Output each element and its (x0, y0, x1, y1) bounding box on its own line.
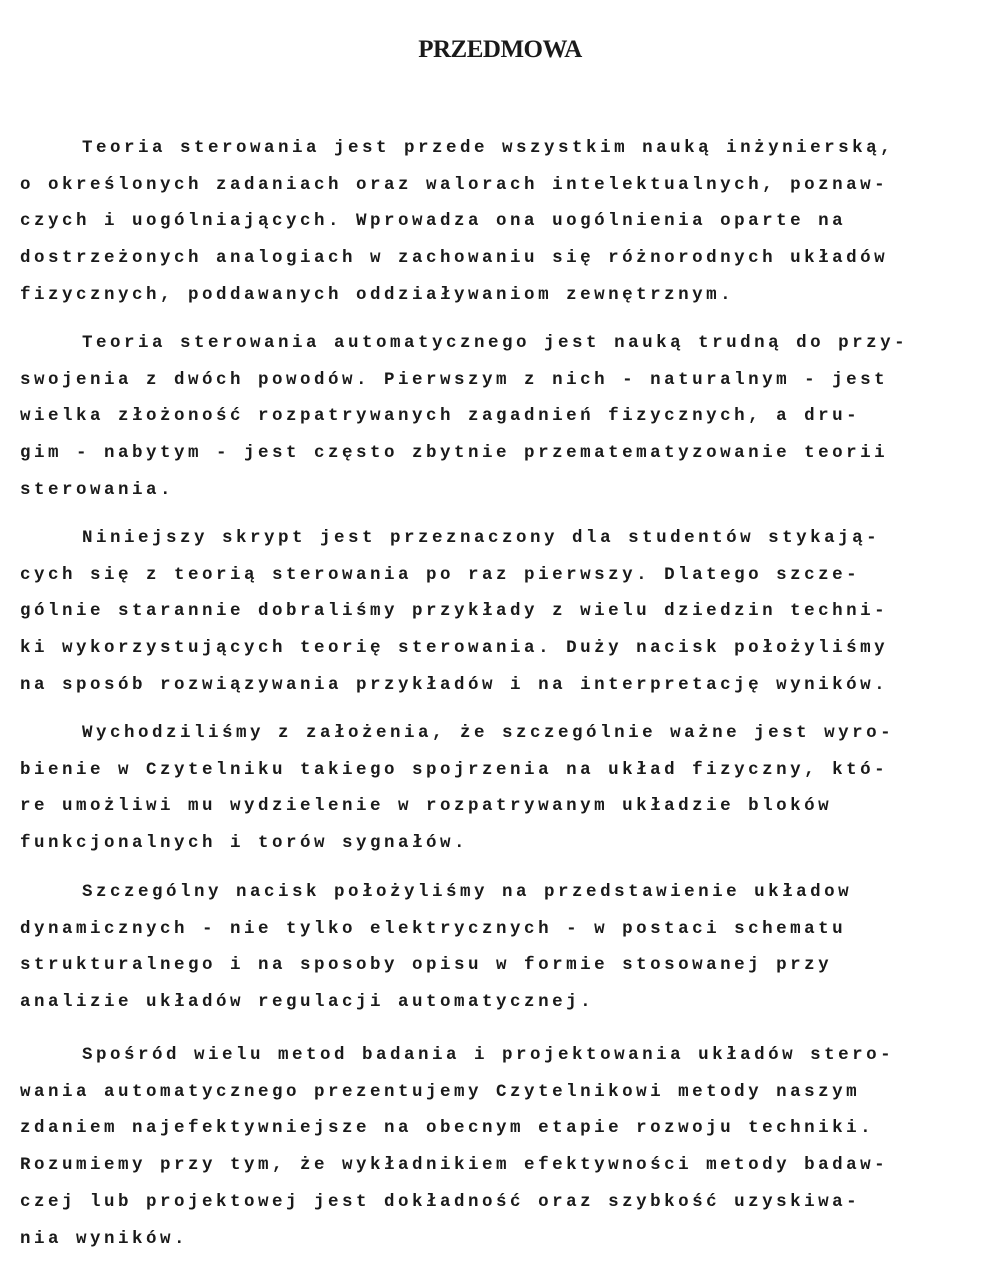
text-line: gim - nabytym - jest często zbytnie przematematyzowanie teorii (20, 443, 889, 463)
text-line: wania automatycznego prezentujemy Czytelnikowi metody naszym (20, 1082, 861, 1102)
text-line: o określonych zadaniach oraz walorach intelektualnych, poznaw- (20, 175, 889, 195)
text-line: gólnie starannie dobraliśmy przykłady z wielu dziedzin techni- (20, 601, 889, 621)
text-line: strukturalnego i na sposoby opisu w formie stosowanej przy (20, 955, 833, 975)
text-line: wielka złożoność rozpatrywanych zagadnień fizycznych, a dru- (20, 406, 861, 426)
page-title: PRZEDMOWA (418, 36, 582, 63)
text-line: Niniejszy skrypt jest przeznaczony dla studentów stykają- (82, 528, 881, 548)
text-line: czych i uogólniających. Wprowadza ona uogólnienia oparte na (20, 211, 847, 231)
text-line: dostrzeżonych analogiach w zachowaniu się różnorodnych układów (20, 248, 889, 268)
text-line: Szczególny nacisk położyliśmy na przedstawienie układow (82, 882, 853, 902)
text-line: Spośród wielu metod badania i projektowania układów stero- (82, 1045, 895, 1065)
text-line: na sposób rozwiązywania przykładów i na interpretację wyników. (20, 675, 889, 695)
text-line: Teoria sterowania automatycznego jest nauką trudną do przy- (82, 333, 909, 353)
text-line: analizie układów regulacji automatycznej. (20, 992, 595, 1012)
text-line: nia wyników. (20, 1229, 189, 1249)
text-line: Rozumiemy przy tym, że wykładnikiem efektywności metody badaw- (20, 1155, 889, 1175)
text-line: fizycznych, poddawanych oddziaływaniom zewnętrznym. (20, 285, 735, 305)
text-line: Wychodziliśmy z założenia, że szczególnie ważne jest wyro- (82, 723, 895, 743)
text-line: dynamicznych - nie tylko elektrycznych - w postaci schematu (20, 919, 847, 939)
text-line: bienie w Czytelniku takiego spojrzenia na układ fizyczny, któ- (20, 760, 889, 780)
text-line: cych się z teorią sterowania po raz pierwszy. Dlatego szcze- (20, 565, 861, 585)
text-line: zdaniem najefektywniejsze na obecnym etapie rozwoju techniki. (20, 1118, 875, 1138)
text-line: czej lub projektowej jest dokładność oraz szybkość uzyskiwa- (20, 1192, 861, 1212)
text-line: re umożliwi mu wydzielenie w rozpatrywanym układzie bloków (20, 796, 833, 816)
text-line: funkcjonalnych i torów sygnałów. (20, 833, 469, 853)
text-line: ki wykorzystujących teorię sterowania. Duży nacisk położyliśmy (20, 638, 889, 658)
text-line: swojenia z dwóch powodów. Pierwszym z nich - naturalnym - jest (20, 370, 889, 390)
text-line: Teoria sterowania jest przede wszystkim nauką inżynierską, (82, 138, 895, 158)
text-line: sterowania. (20, 480, 175, 500)
